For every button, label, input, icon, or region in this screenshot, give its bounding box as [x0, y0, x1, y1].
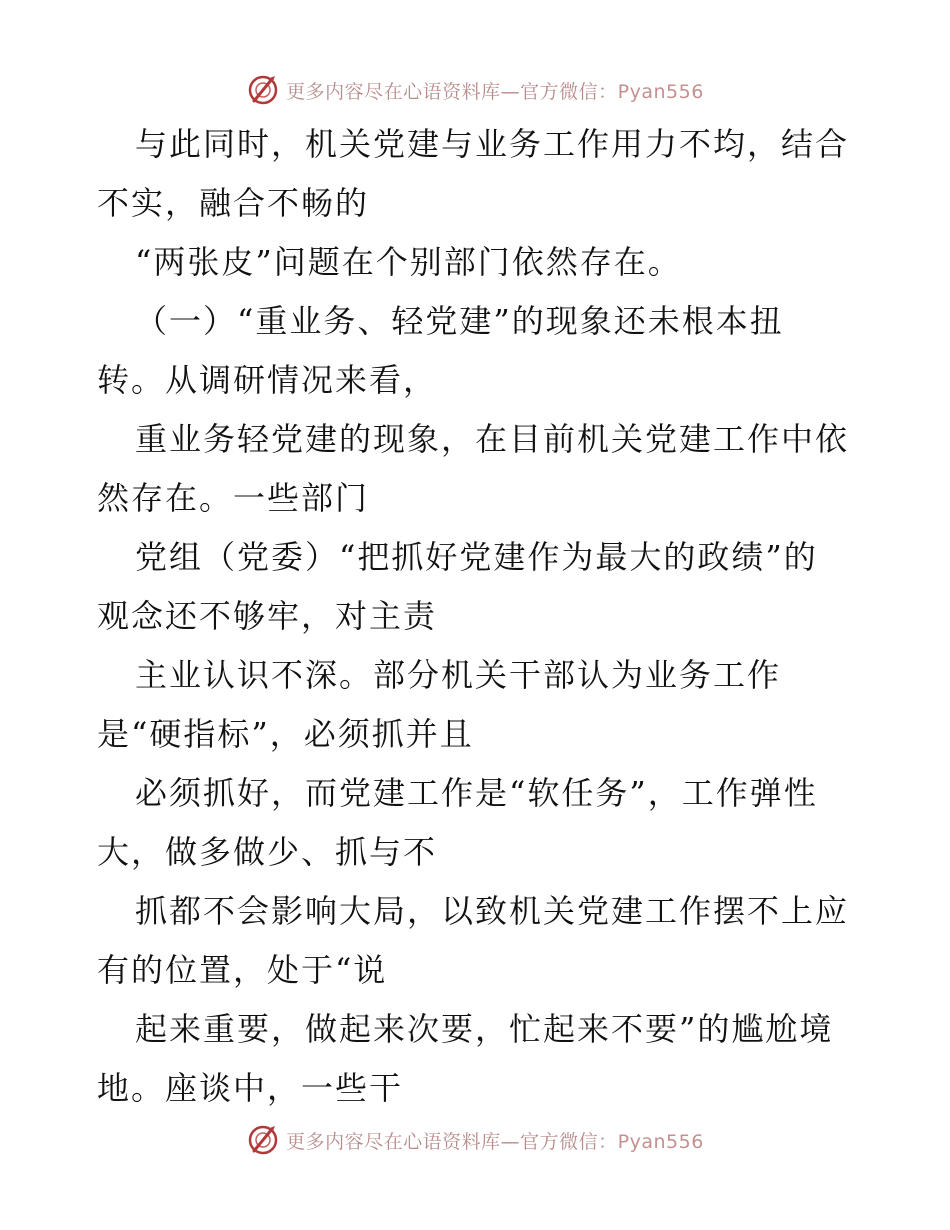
watermark-wechat-id: Pyan556 [617, 1130, 704, 1153]
text-line: 观念还不够牢，对主责 [97, 597, 438, 635]
text-line: 起来重要，做起来次要，忙起来不要”的尴尬境 [135, 1010, 834, 1048]
watermark-text: 更多内容尽在心语资料库—官方微信：Pyan556 [286, 1130, 704, 1153]
text-line: 主业认识不深。部分机关干部认为业务工作 [135, 656, 782, 694]
text-line: 转。从调研情况来看， [97, 361, 438, 399]
text-line: 党组（党委）“把抓好党建作为最大的政绩”的 [135, 538, 818, 576]
header-watermark [0, 70, 950, 110]
text-line: 地。座谈中，一些干 [97, 1069, 404, 1107]
text-line: 抓都不会影响大局，以致机关党建工作摆不上应 [135, 892, 850, 930]
text-line: 不实，融合不畅的 [97, 184, 370, 222]
text-line: 是“硬指标”，必须抓并且 [97, 715, 474, 753]
watermark-text: 更多内容尽在心语资料库—官方微信：Pyan556 [286, 80, 704, 103]
watermark-logo-icon [246, 73, 280, 107]
text-line: （一）“重业务、轻党建”的现象还未根本扭 [135, 302, 784, 340]
text-line: 有的位置，处于“说 [97, 951, 388, 989]
watermark-wechat-id: Pyan556 [617, 80, 704, 103]
text-line: 然存在。一些部门 [97, 479, 370, 517]
text-line: 必须抓好，而党建工作是“软任务”，工作弹性 [135, 774, 818, 812]
text-line: 重业务轻党建的现象，在目前机关党建工作中依 [135, 420, 850, 458]
watermark-logo-icon [246, 1123, 280, 1157]
footer-watermark [0, 1120, 950, 1160]
text-line: 与此同时，机关党建与业务工作用力不均，结合 [135, 125, 850, 163]
text-line: “两张皮”问题在个别部门依然存在。 [135, 243, 682, 281]
text-line: 大，做多做少、抓与不 [97, 833, 438, 871]
